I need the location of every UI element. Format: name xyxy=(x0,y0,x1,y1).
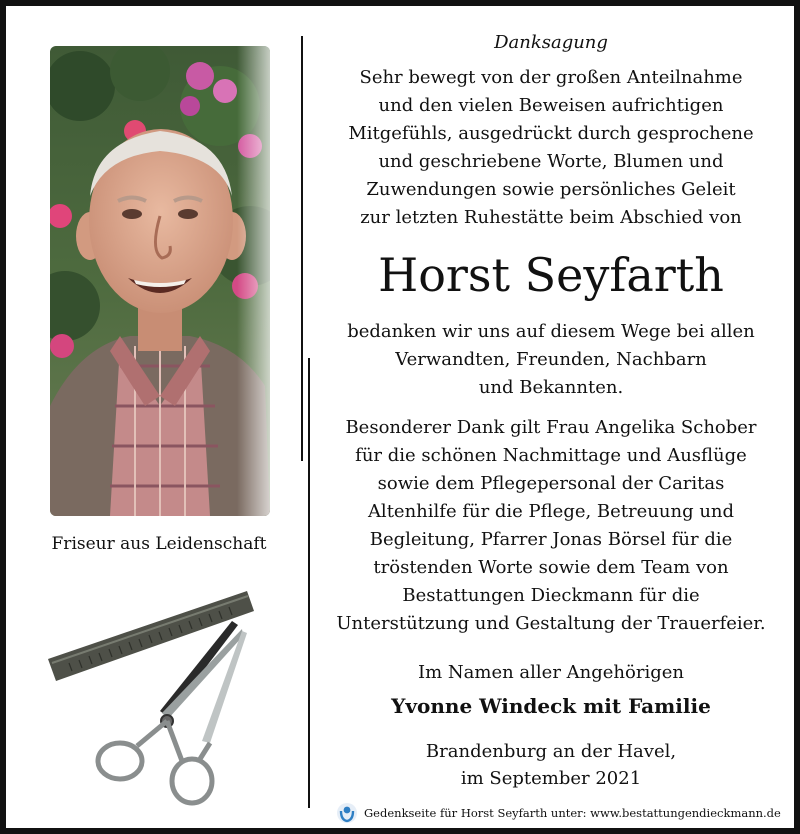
text-line: zur letzten Ruhestätte beim Abschied von xyxy=(360,207,742,228)
thanks-paragraph xyxy=(316,318,786,402)
text-line: Bestattungen Dieckmann für die xyxy=(402,585,700,606)
text-line: und geschriebene Worte, Blumen und xyxy=(378,151,724,172)
text-line: sowie dem Pflegepersonal der Caritas xyxy=(377,473,725,494)
text-line: und Bekannten. xyxy=(478,377,624,398)
vertical-divider-top xyxy=(301,36,303,461)
comb-and-scissors-illustration xyxy=(42,581,272,811)
family-signature: Yvonne Windeck mit Familie xyxy=(391,694,711,718)
text-line: Verwandten, Freunden, Nachbarn xyxy=(395,349,707,370)
text-line: Zuwendungen sowie persönliches Geleit xyxy=(366,179,736,200)
memorial-page-footer[interactable] xyxy=(336,801,786,825)
text-line: Brandenburg an der Havel, xyxy=(425,741,677,762)
memorial-page-link[interactable]: Gedenkseite für Horst Seyfarth unter: www.bestattungendieckmann.de xyxy=(364,806,781,820)
text-line: im September 2021 xyxy=(460,768,642,789)
portrait-illustration xyxy=(50,46,270,516)
special-thanks-paragraph xyxy=(316,414,786,638)
text-line: Begleitung, Pfarrer Jonas Börsel für die xyxy=(369,529,733,550)
on-behalf-line: Im Namen aller Angehörigen xyxy=(418,662,684,683)
text-line: und den vielen Beweisen aufrichtigen xyxy=(378,95,724,116)
text-line: bedanken wir uns auf diesem Wege bei allen xyxy=(347,321,755,342)
text-line: für die schönen Nachmittage und Ausflüge xyxy=(355,445,747,466)
intro-paragraph xyxy=(316,64,786,232)
vertical-divider-bottom xyxy=(308,358,310,808)
text-line: Sehr bewegt von der großen Anteilnahme xyxy=(359,67,743,88)
photo-caption: Friseur aus Leidenschaft xyxy=(51,534,267,554)
memorial-logo-icon xyxy=(336,802,358,824)
portrait-photo xyxy=(50,46,270,516)
text-line: Unterstützung und Gestaltung der Trauerfeier. xyxy=(336,613,766,634)
text-line: tröstenden Worte sowie dem Team von xyxy=(373,557,729,578)
text-line: Mitgefühls, ausgedrückt durch gesprochene xyxy=(348,123,754,144)
notice-heading: Danksagung xyxy=(494,32,608,53)
deceased-name: Horst Seyfarth xyxy=(378,248,724,302)
place-date xyxy=(316,738,786,792)
text-line: Altenhilfe für die Pflege, Betreuung und xyxy=(367,501,735,522)
text-line: Besonderer Dank gilt Frau Angelika Schober xyxy=(345,417,757,438)
